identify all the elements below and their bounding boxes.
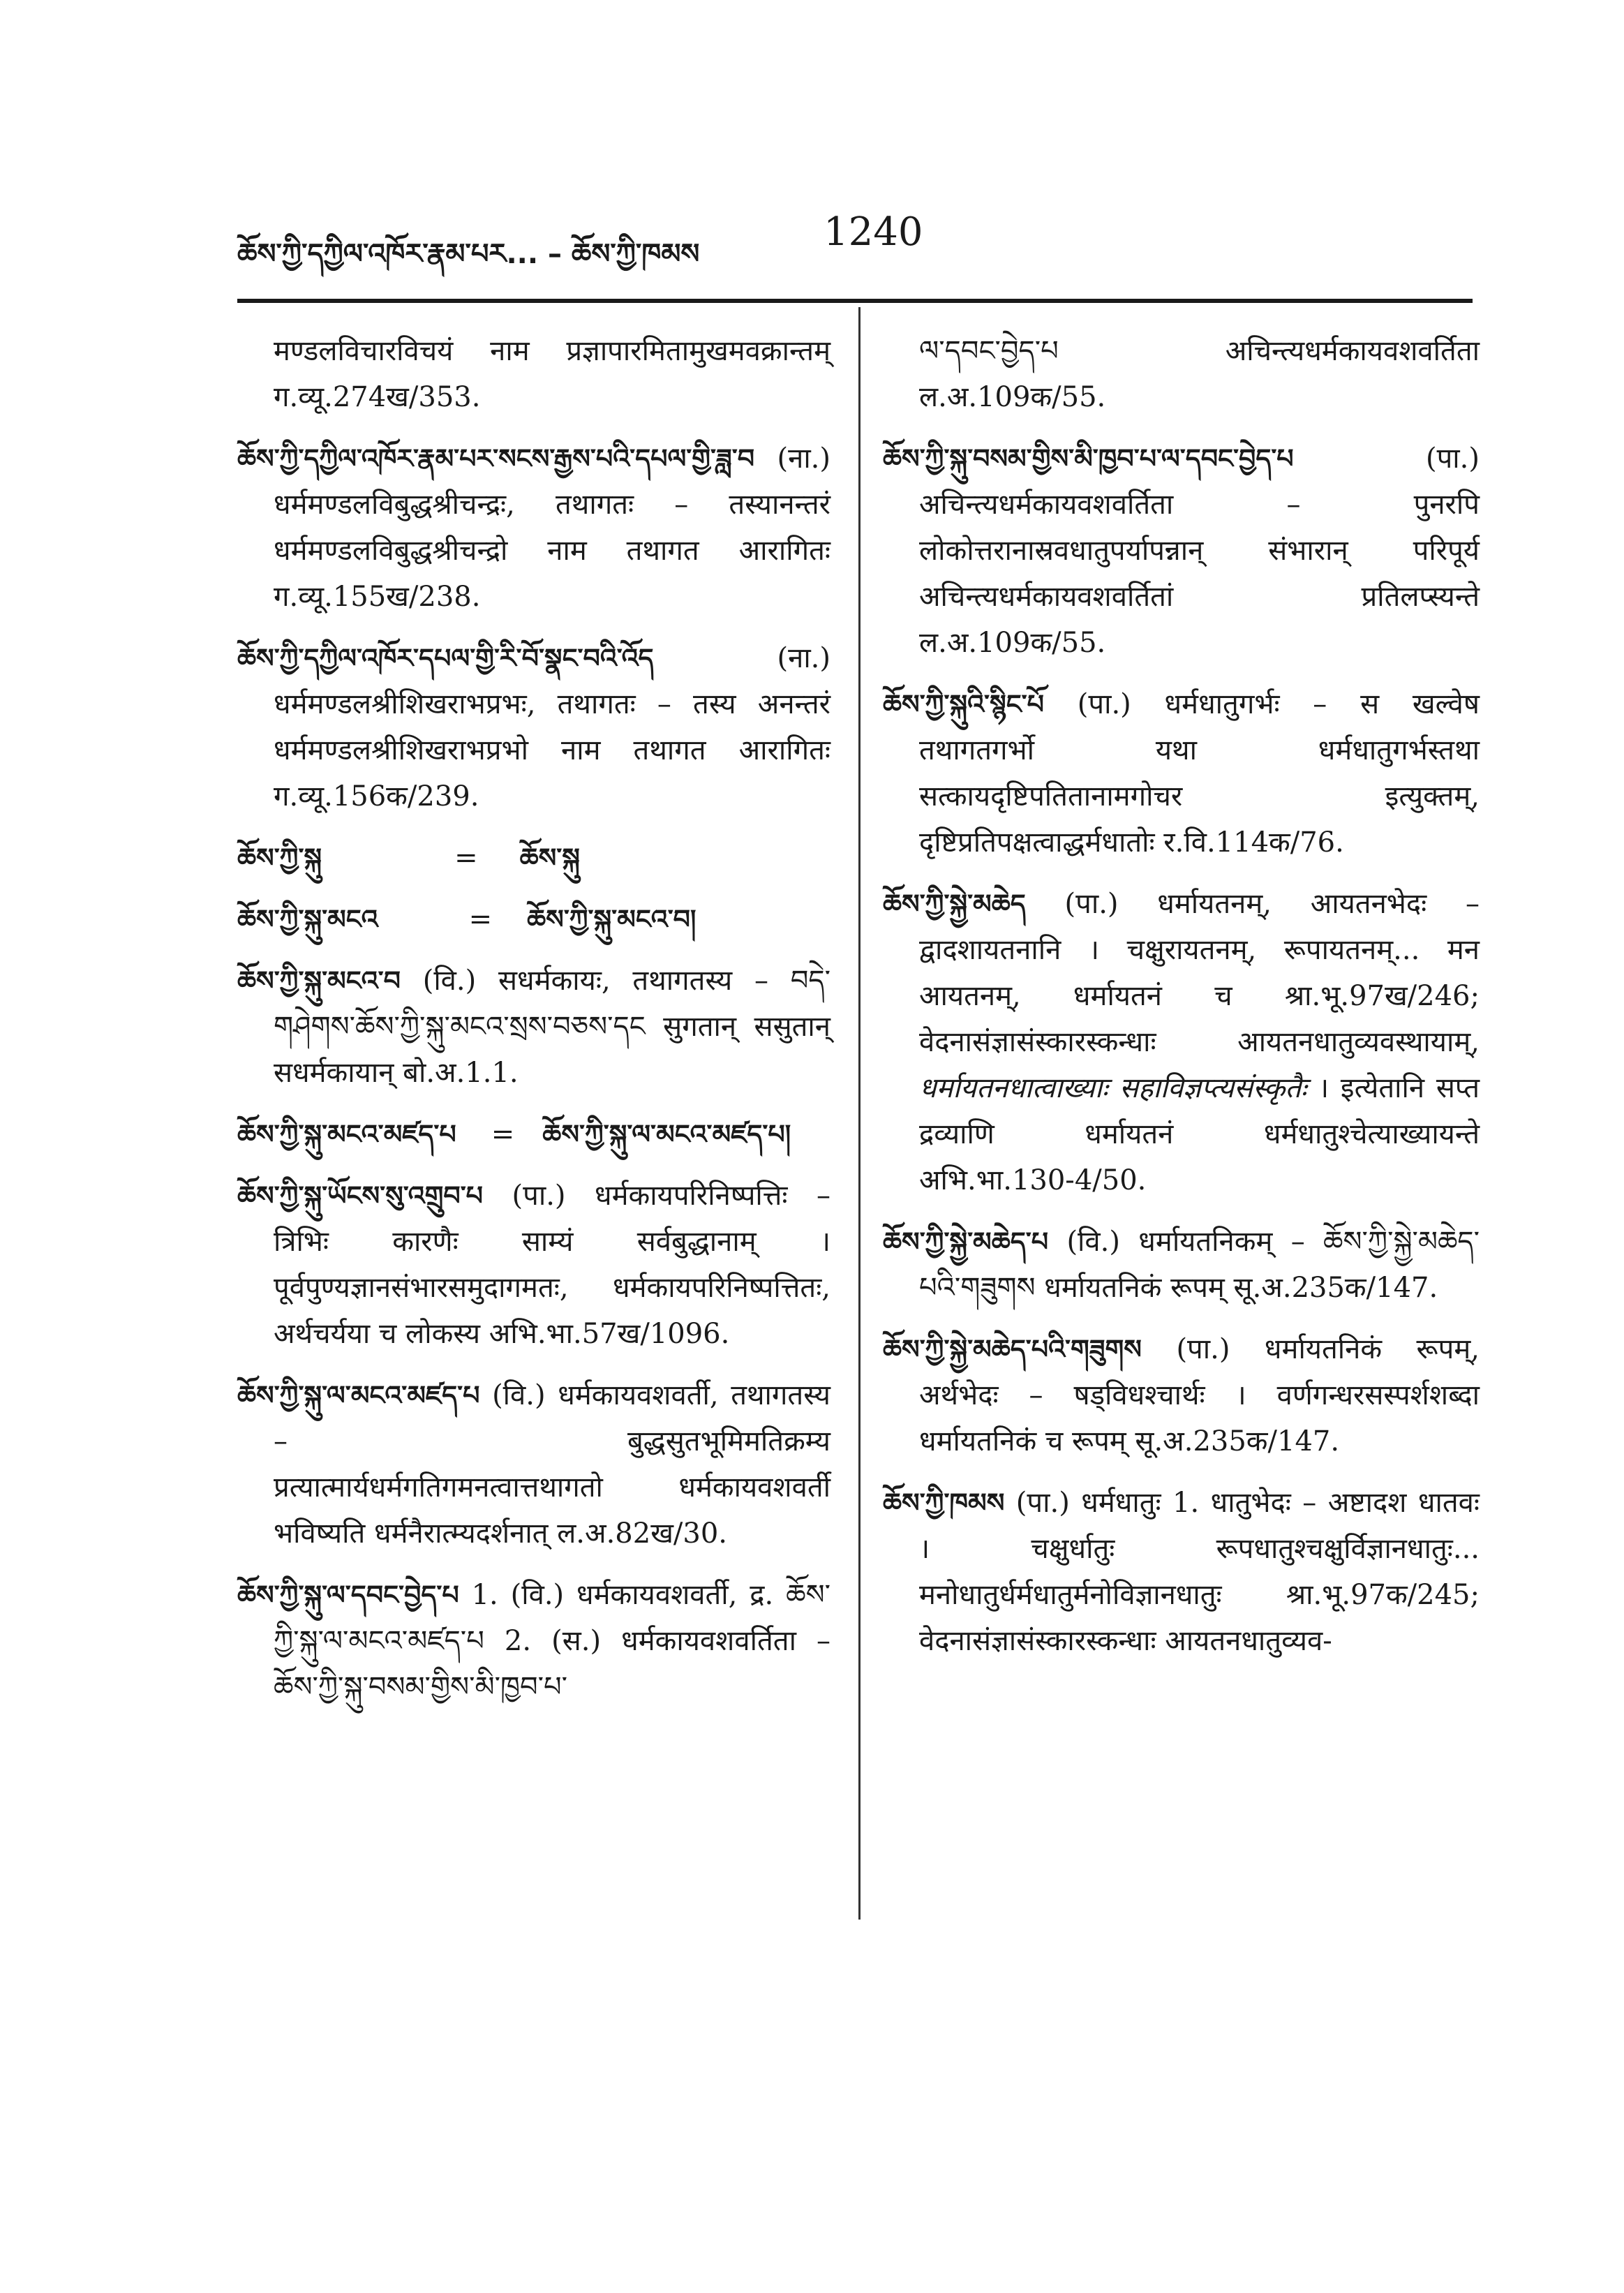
entry-definition: (ना.) धर्ममण्डलश्रीशिखराभप्रभः, तथागतः – तस्य अनन्तरं धर्ममण्डलश्रीशिखराभप्रभो नाम तथागत आरागितः ग.व्यू.156क/239. (274, 642, 830, 812)
entry-text: ལ་དབང་བྱེད་པ अचिन्त्यधर्मकायवशवर्तिता ल.अ.109क/55. (919, 335, 1480, 413)
dictionary-entry (883, 1326, 1480, 1464)
headword: ཆོས་ཀྱི་སྐུ་ལ་མངའ་མཛད་པ (237, 1380, 480, 1411)
entry-definition: (वि.) सधर्मकायः, तथागतस्य – བདེ་གཤེགས་ཆོས་ཀྱི་སྐུ་མངའ་སྲས་བཅས་དང सुगतान् ससुतान् सधर्मकायान् बो.अ.1.1. (274, 965, 830, 1089)
dictionary-entry (883, 436, 1480, 666)
headword: ཆོས་ཀྱི་སྐྱེ་མཆེད (883, 889, 1026, 919)
left-column (237, 328, 830, 1726)
headword: ཆོས་ཀྱི་སྐུ་མངའ་མཛད་པ (237, 1119, 456, 1150)
entry-text: मण्डलविचारविचयं नाम प्रज्ञापारमितामुखमवक्रान्तम् ग.व्यू.274ख/353. (274, 335, 830, 413)
column-divider (858, 307, 861, 1920)
italic-quotation: धर्मायतनधात्वाख्याः सहाविज्ञप्त्यसंस्कृतैः (919, 1072, 1307, 1104)
cross-reference-entry (237, 896, 830, 942)
headword: ཆོས་ཀྱི་དཀྱིལ་འཁོར་རྣམ་པར་སངས་རྒྱས་པའི་དཔལ་གྱི་ཟླ་བ (237, 443, 755, 474)
continued-entry (883, 328, 1480, 420)
headword: ཆོས་ཀྱི་སྐྱེ་མཆེད་པ (883, 1226, 1049, 1257)
right-column (883, 328, 1480, 1679)
headword: ཆོས་ཀྱི་སྐུ་ཡོངས་སུ་འགྲུབ་པ (237, 1180, 484, 1211)
continued-entry (237, 328, 830, 420)
equals-sign: = (491, 1118, 515, 1150)
entry-definition: (पा.) अचिन्त्यधर्मकायवशवर्तिता – पुनरपि लोकोत्तरानास्रवधातुपर्यापन्नान् संभारान् परिपूर्य अचिन्त्यधर्मकायवशवर्तितां प्रतिलप्स्यन्ते ल.अ.109क/55. (919, 443, 1480, 659)
dictionary-entry (237, 1372, 830, 1557)
headword: ཆོས་ཀྱི་ཁམས (883, 1487, 1005, 1518)
entry-definition: (वि.) धर्मकायवशवर्ती, तथागतस्य – बुद्धसुतभूमिमतिक्रम्य प्रत्यात्मार्यधर्मगतिगमनत्वात्तथागतो धर्मकायवशवर्ती भविष्यति धर्मनैरात्म्यदर्शनात् ल.अ.82ख/30. (274, 1379, 830, 1550)
headword: ཆོས་ཀྱི་སྐྱེ་མཆེད་པའི་གཟུགས (883, 1334, 1142, 1365)
entry-definition: (पा.) धर्मधातुः 1. धातुभेदः – अष्टादश धातवः । चक्षुर्धातुः रूपधातुश्चक्षुर्विज्ञानधातुः... मनोधातुर्धर्मधातुर्मनोविज्ञानधातुः श्रा.भू.97क/245; वेदनासंज्ञासंस्कारस्कन्धाः आयतनधातुव्यव- (919, 1487, 1480, 1657)
entry-definition: (पा.) धर्मायतनम्, आयतनभेदः – द्वादशायतनानि । चक्षुरायतनम्, रूपायतनम्... मन आयतनम्, धर्मायतनं च श्रा.भू.97ख/246; वेदनासंज्ञासंस्कारस्कन्धाः आयतनधातुव्यवस्थायाम्, (919, 888, 1480, 1058)
equals-sign: = (468, 903, 493, 935)
headword: ཆོས་ཀྱི་སྐུའི་སྙིང་པོ (883, 689, 1045, 720)
dictionary-entry (237, 635, 830, 819)
running-head: ཆོས་ཀྱི་དཀྱིལ་འཁོར་རྣམ་པར... – ཆོས་ཀྱི་ཁམས (237, 238, 700, 270)
headword: ཆོས་ཀྱི་དཀྱིལ་འཁོར་དཔལ་གྱི་རི་བོ་སྣང་བའི་འོད (237, 643, 654, 674)
headword: ཆོས་ཀྱི་སྐུ་བསམ་གྱིས་མི་ཁྱབ་པ་ལ་དབང་བྱེད་པ (883, 443, 1294, 474)
entry-definition: 1. (वि.) धर्मकायवशवर्ती, द्र. ཆོས་ཀྱི་སྐུ་ལ་མངའ་མཛད་པ 2. (स.) धर्मकायवशवर्तिता – ཆོས་ཀྱི་སྐུ་བསམ་གྱིས་མི་ཁྱབ་པ་ (274, 1579, 830, 1703)
headword: ཆོས་ཀྱི་སྐུ་མངའ་བ (237, 965, 401, 996)
header-rule (237, 299, 1473, 303)
dictionary-entry (883, 881, 1480, 1203)
cross-reference: ཆོས་ཀྱི་སྐུ་མངའ་བ། (527, 904, 696, 935)
dictionary-entry (237, 1572, 830, 1710)
headword: ཆོས་ཀྱི་སྐུ་མངའ (237, 904, 378, 935)
dictionary-entry (237, 958, 830, 1096)
page-header (237, 209, 1466, 272)
headword: ཆོས་ཀྱི་སྐུ (237, 843, 322, 873)
cross-reference: ཆོས་སྐུ (519, 843, 580, 873)
entry-definition: (पा.) धर्मधातुगर्भः – स खल्वेष तथागतगर्भो यथा धर्मधातुगर्भस्तथा सत्कायदृष्टिपतितानामगोचर इत्युक्तम्, दृष्टिप्रतिपक्षत्वाद्धर्मधातोः र.वि.114क/76. (919, 688, 1480, 859)
dictionary-entry (237, 436, 830, 620)
entry-definition: (ना.) धर्ममण्डलविबुद्धश्रीचन्द्रः, तथागतः – तस्यानन्तरं धर्ममण्डलविबुद्धश्रीचन्द्रो नाम तथागत आरागितः ग.व्यू.155ख/238. (274, 443, 830, 613)
headword: ཆོས་ཀྱི་སྐུ་ལ་དབང་བྱེད་པ (237, 1580, 459, 1610)
dictionary-entry (883, 1219, 1480, 1311)
entry-definition-tail: । इत्येतानि सप्त द्रव्याणि धर्मायतनं धर्मधातुश्चेत्याख्यायन्ते अभि.भा.130-4/50. (919, 1072, 1480, 1196)
entry-definition: (पा.) धर्मकायपरिनिष्पत्तिः – त्रिभिः कारणैः साम्यं सर्वबुद्धानाम् । पूर्वपुण्यज्ञानसंभारसमुदागमतः, धर्मकायपरिनिष्पत्तितः, अर्थचर्यया च लोकस्य अभि.भा.57ख/1096. (274, 1180, 830, 1350)
equals-sign: = (454, 842, 478, 874)
page-number: 1240 (824, 209, 923, 255)
entry-definition: (वि.) धर्मायतनिकम् – ཆོས་ཀྱི་སྐྱེ་མཆེད་པའི་གཟུགས धर्मायतनिकं रूपम् सू.अ.235क/147. (919, 1226, 1480, 1304)
dictionary-entry (237, 1173, 830, 1357)
cross-reference-entry (237, 1111, 830, 1157)
entry-definition: (पा.) धर्मायतनिकं रूपम्, अर्थभेदः – षड्विधश्चार्थः । वर्णगन्धरसस्पर्शशब्दा धर्मायतनिकं च रूपम् सू.अ.235क/147. (919, 1333, 1480, 1457)
dictionary-entry (883, 681, 1480, 866)
cross-reference-entry (237, 835, 830, 881)
cross-reference: ཆོས་ཀྱི་སྐུ་ལ་མངའ་མཛད་པ། (542, 1119, 791, 1150)
dictionary-entry (883, 1480, 1480, 1664)
